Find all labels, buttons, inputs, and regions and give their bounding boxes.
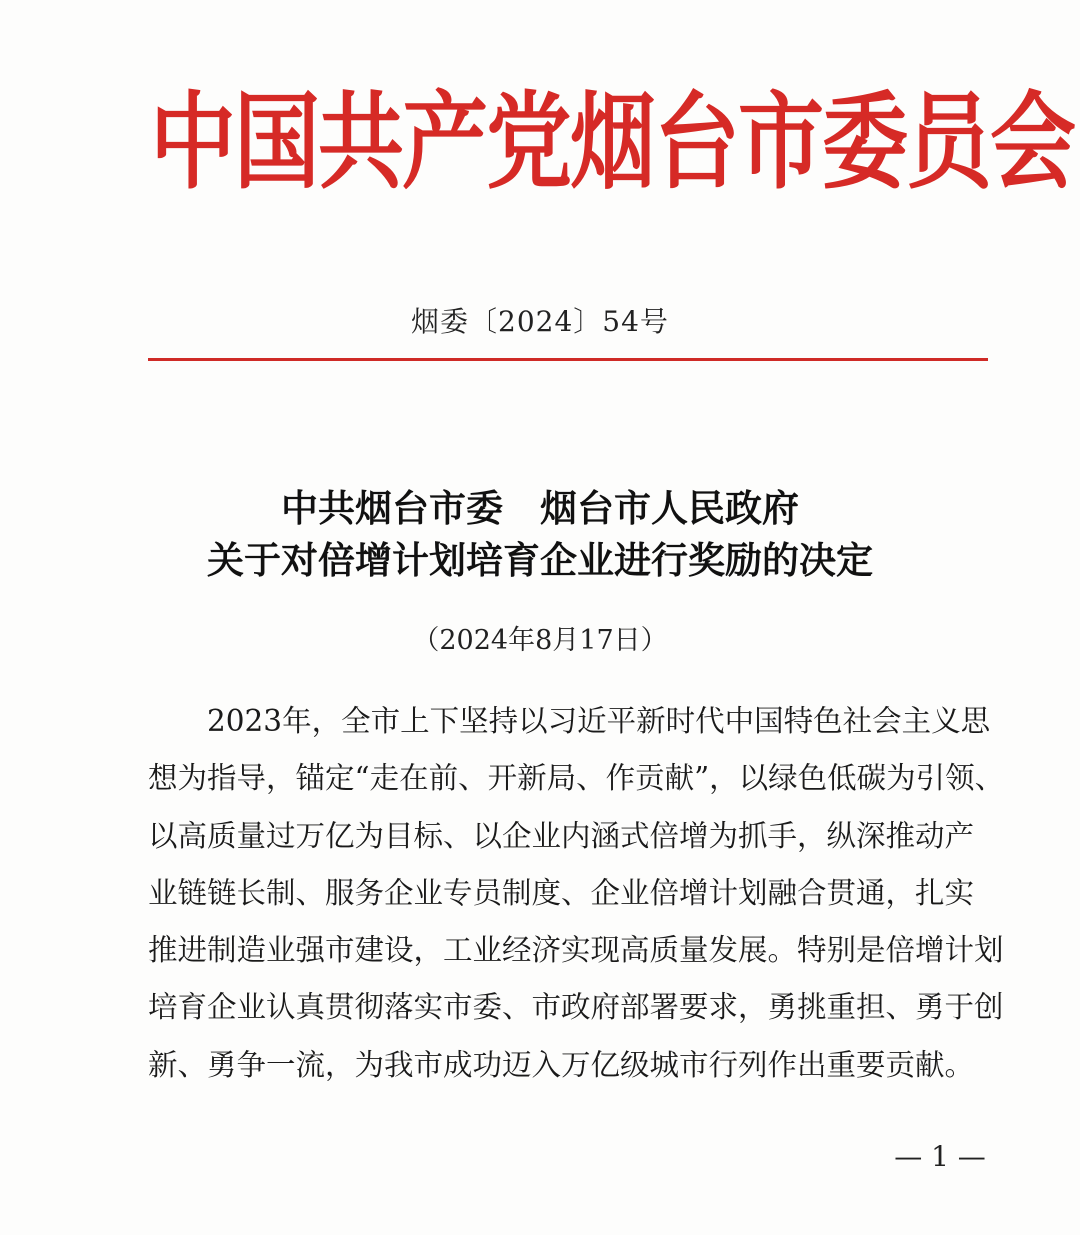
- document-title-line-1: 中共烟台市委 烟台市人民政府: [281, 487, 799, 530]
- body-line: 推进制造业强市建设，工业经济实现高质量发展。特别是倍增计划: [148, 933, 1004, 968]
- body-line: 培育企业认真贯彻落实市委、市政府部署要求，勇挑重担、勇于创: [148, 990, 1004, 1025]
- page-number: — 1 —: [894, 1140, 986, 1173]
- red-separator-line: [148, 358, 988, 361]
- document-number: 烟委〔2024〕54号: [411, 305, 669, 338]
- document-body: [148, 693, 1010, 1094]
- document-title-line-2: 关于对倍增计划培育企业进行奖励的决定: [207, 539, 873, 582]
- body-line: 想为指导，锚定“走在前、开新局、作贡献”，以绿色低碳为引领、: [148, 761, 1005, 796]
- document-date: （2024年8月17日）: [412, 625, 668, 656]
- issuer-header: 中国共产党烟台市委员会: [150, 82, 1074, 204]
- body-line: 业链链长制、服务企业专员制度、企业倍增计划融合贯通，扎实: [148, 875, 975, 910]
- body-line: 新、勇争一流，为我市成功迈入万亿级城市行列作出重要贡献。: [148, 1047, 975, 1082]
- body-line: 2023年，全市上下坚持以习近平新时代中国特色社会主义思: [148, 704, 991, 738]
- body-line: 以高质量过万亿为目标、以企业内涵式倍增为抓手，纵深推动产: [148, 818, 975, 853]
